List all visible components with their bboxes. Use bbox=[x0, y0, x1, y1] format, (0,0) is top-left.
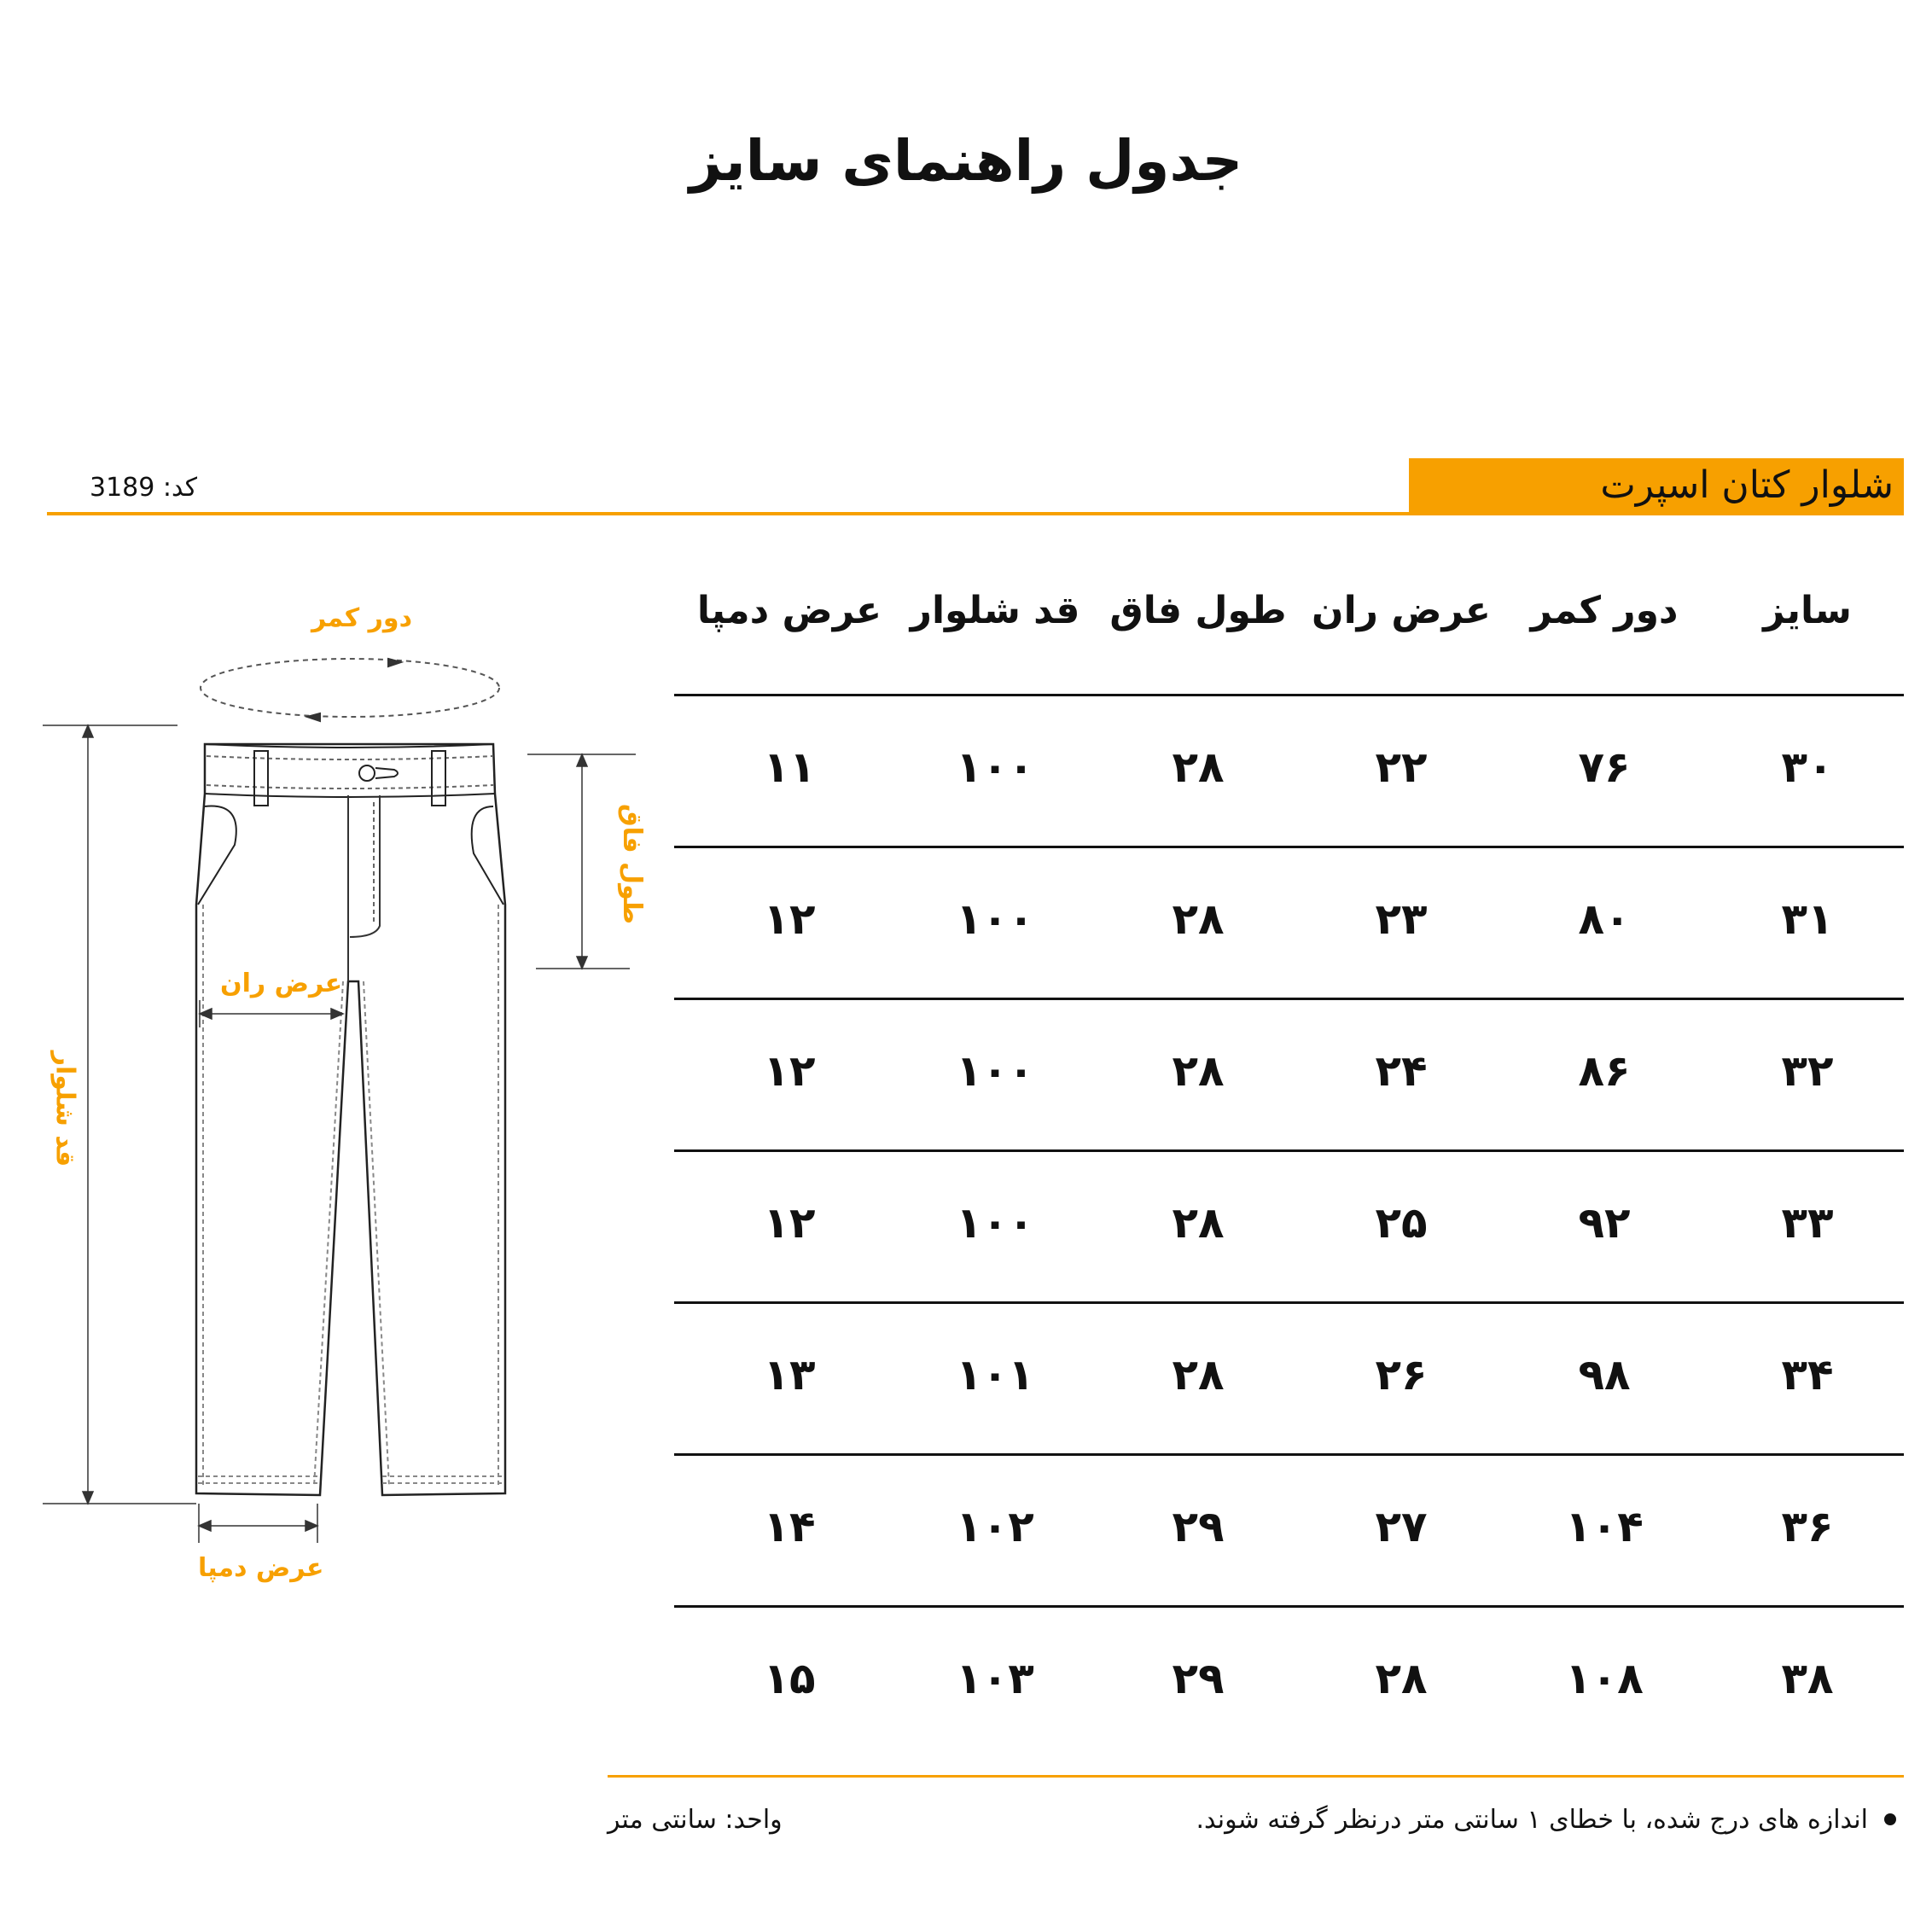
cell-waist: ۹۸ bbox=[1578, 1350, 1631, 1400]
thigh-label: عرض ران bbox=[220, 969, 343, 998]
table-rule bbox=[674, 998, 1904, 1000]
waist-arrow bbox=[307, 713, 320, 721]
cell-thigh: ۲۳ bbox=[1375, 894, 1428, 944]
header-length: قد شلوار bbox=[910, 589, 1080, 632]
header-size: سایز bbox=[1763, 589, 1852, 632]
cell-size: ۳۸ bbox=[1781, 1654, 1834, 1703]
cell-rise: ۲۸ bbox=[1172, 894, 1225, 944]
cell-length: ۱۰۲ bbox=[956, 1502, 1034, 1551]
button-tab bbox=[375, 768, 398, 778]
cell-waist: ۹۲ bbox=[1578, 1198, 1631, 1248]
cell-length: ۱۰۰ bbox=[956, 1046, 1034, 1096]
cell-length: ۱۰۱ bbox=[956, 1350, 1034, 1400]
cell-hem: ۱۲ bbox=[763, 894, 816, 944]
belt-loop bbox=[432, 751, 445, 806]
unit-label: واحد: سانتی متر bbox=[608, 1805, 783, 1835]
cell-hem: ۱۱ bbox=[763, 742, 816, 792]
cell-size: ۳۶ bbox=[1781, 1502, 1834, 1551]
cell-size: ۳۴ bbox=[1781, 1350, 1834, 1400]
table-rule bbox=[674, 846, 1904, 848]
cell-waist: ۱۰۴ bbox=[1565, 1502, 1644, 1551]
cell-thigh: ۲۲ bbox=[1375, 742, 1428, 792]
header-rise: طول فاق bbox=[1109, 589, 1287, 632]
pants-outline bbox=[196, 744, 505, 1495]
waist-ellipse bbox=[201, 659, 499, 717]
button bbox=[359, 765, 375, 781]
bullet-icon bbox=[1884, 1813, 1896, 1825]
rise-label: طول فاق bbox=[617, 803, 648, 925]
cell-size: ۳۲ bbox=[1781, 1046, 1834, 1096]
page-title: جدول راهنمای سایز bbox=[689, 128, 1243, 194]
belt-loop bbox=[254, 751, 268, 806]
cell-rise: ۲۸ bbox=[1172, 1350, 1225, 1400]
cell-waist: ۱۰۸ bbox=[1565, 1654, 1644, 1703]
cell-thigh: ۲۴ bbox=[1375, 1046, 1428, 1096]
pocket bbox=[472, 806, 503, 905]
cell-thigh: ۲۶ bbox=[1375, 1350, 1428, 1400]
table-rule bbox=[674, 1149, 1904, 1152]
cell-rise: ۲۹ bbox=[1172, 1502, 1225, 1551]
cell-thigh: ۲۸ bbox=[1375, 1654, 1428, 1703]
product-banner bbox=[1409, 458, 1904, 515]
cell-hem: ۱۲ bbox=[763, 1198, 816, 1248]
header-waist: دور کمر bbox=[1530, 589, 1679, 632]
pants-diagram bbox=[0, 0, 649, 1621]
cell-rise: ۲۸ bbox=[1172, 742, 1225, 792]
cell-rise: ۲۹ bbox=[1172, 1654, 1225, 1703]
footer-note: اندازه های درج شده، با خطای ۱ سانتی متر درنظر گرفته شوند. bbox=[1196, 1805, 1868, 1835]
hem-label: عرض دمپا bbox=[198, 1553, 324, 1583]
cell-waist: ۸۰ bbox=[1578, 894, 1631, 944]
hem-stitch bbox=[198, 1476, 503, 1483]
header-thigh: عرض ران bbox=[1312, 589, 1491, 632]
waist-label: دور کمر bbox=[311, 603, 412, 633]
cell-rise: ۲۸ bbox=[1172, 1046, 1225, 1096]
cell-waist: ۸۶ bbox=[1578, 1046, 1631, 1096]
cell-thigh: ۲۷ bbox=[1375, 1502, 1428, 1551]
waistband bbox=[205, 744, 495, 797]
cell-size: ۳۰ bbox=[1781, 742, 1834, 792]
cell-length: ۱۰۰ bbox=[956, 894, 1034, 944]
cell-thigh: ۲۵ bbox=[1375, 1198, 1428, 1248]
cell-length: ۱۰۳ bbox=[956, 1654, 1034, 1703]
table-rule bbox=[674, 694, 1904, 696]
cell-size: ۳۳ bbox=[1781, 1198, 1834, 1248]
cell-hem: ۱۵ bbox=[763, 1654, 816, 1703]
cell-hem: ۱۲ bbox=[763, 1046, 816, 1096]
table-rule bbox=[674, 1453, 1904, 1456]
footer-divider bbox=[608, 1775, 1904, 1778]
cell-rise: ۲۸ bbox=[1172, 1198, 1225, 1248]
cell-waist: ۷۶ bbox=[1578, 742, 1631, 792]
cell-hem: ۱۳ bbox=[763, 1350, 816, 1400]
cell-length: ۱۰۰ bbox=[956, 1198, 1034, 1248]
product-code: کد: 3189 bbox=[90, 473, 198, 503]
cell-size: ۳۱ bbox=[1781, 894, 1834, 944]
table-rule bbox=[674, 1605, 1904, 1608]
fly bbox=[348, 795, 380, 981]
header-hem: عرض دمپا bbox=[696, 589, 882, 632]
table-rule bbox=[674, 1301, 1904, 1304]
length-label: قد شلوار bbox=[49, 1050, 80, 1167]
cell-hem: ۱۴ bbox=[763, 1502, 816, 1551]
product-name: شلوار کتان اسپرت bbox=[1600, 463, 1894, 507]
cell-length: ۱۰۰ bbox=[956, 742, 1034, 792]
waistband-stitch bbox=[207, 756, 493, 789]
